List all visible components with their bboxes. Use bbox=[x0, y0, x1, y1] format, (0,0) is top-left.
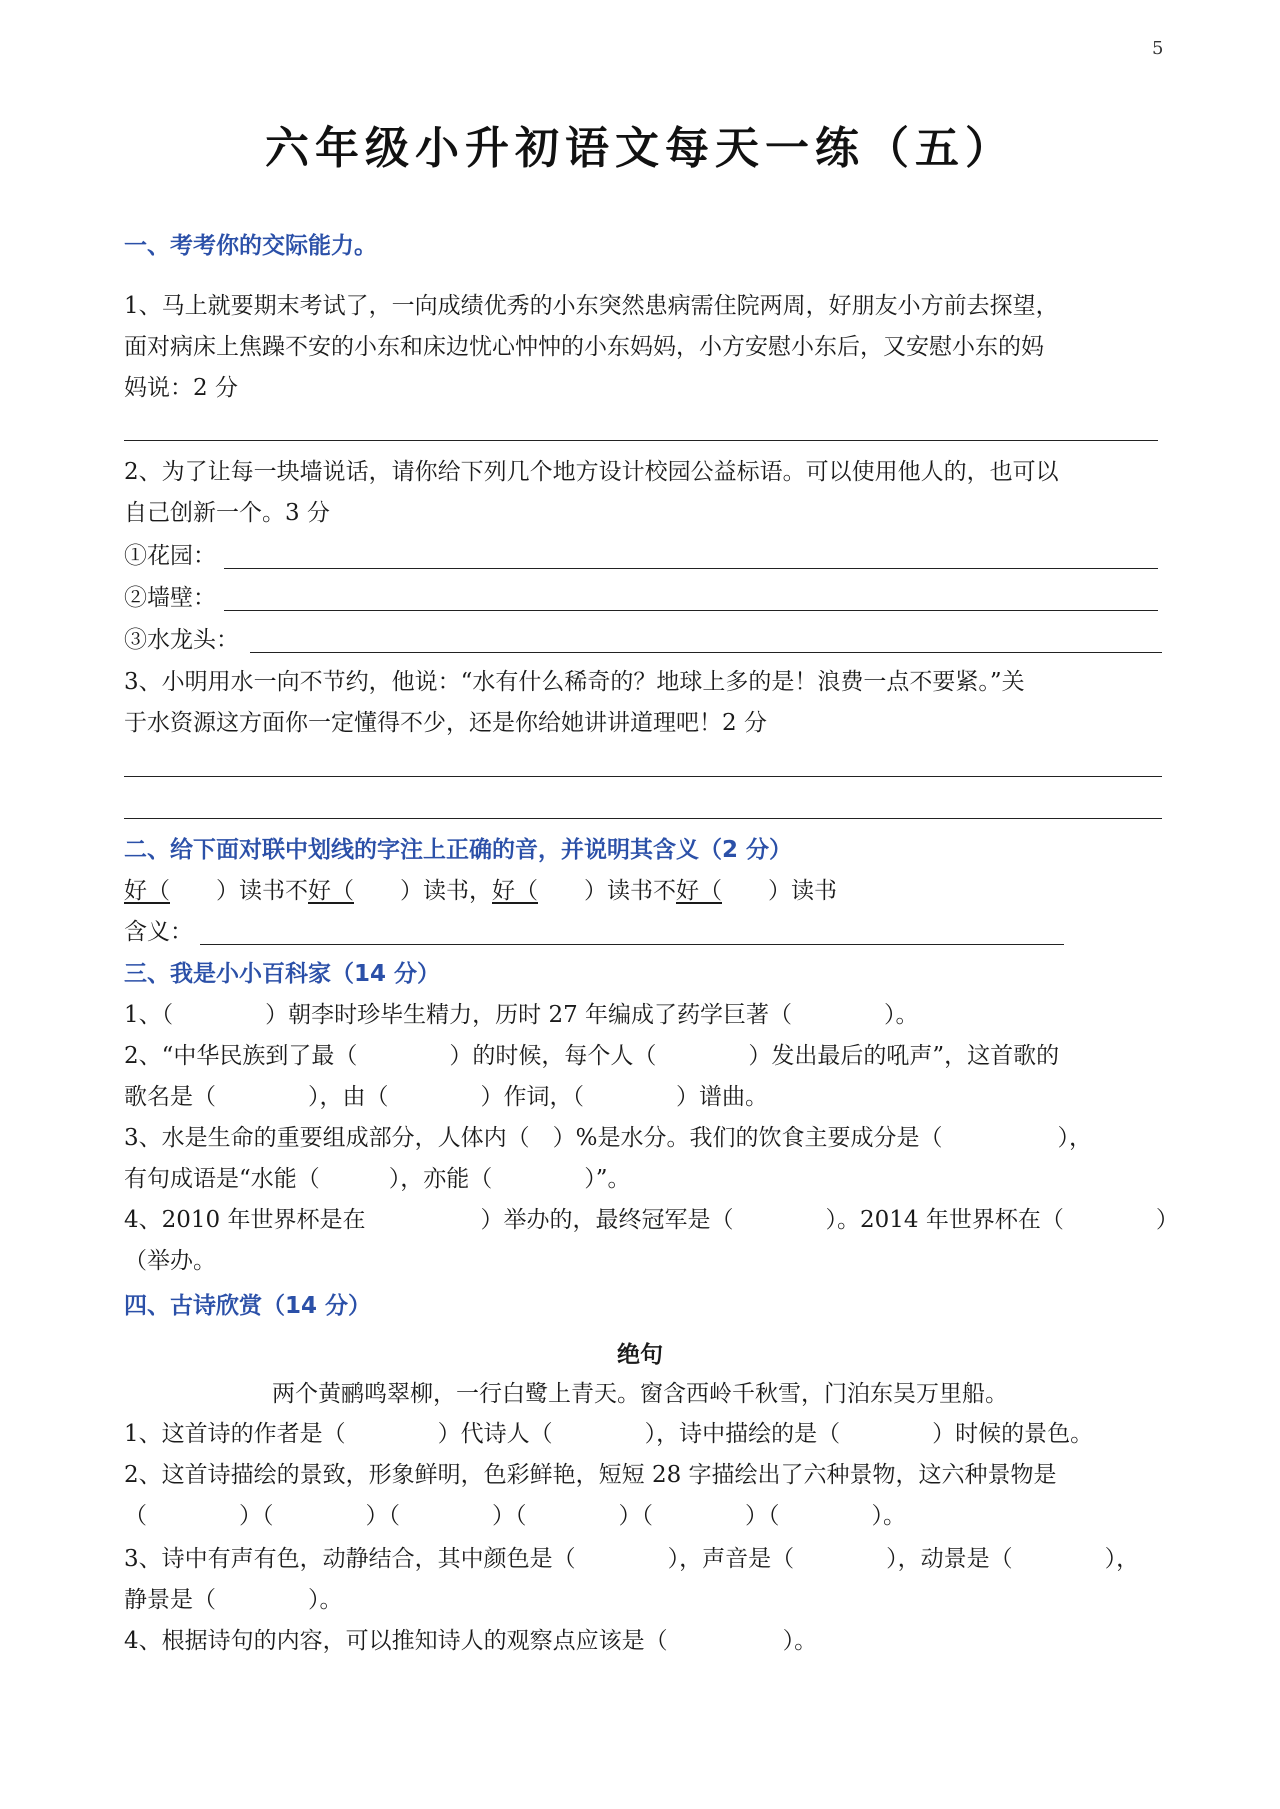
couplet-part: ）读书， bbox=[400, 878, 492, 904]
s3-line: （举办。 bbox=[124, 1248, 216, 1274]
couplet-part: 好（ bbox=[492, 878, 538, 904]
s3-line: 3、水是生命的重要组成部分，人体内（ ）%是水分。我们的饮食主要成分是（ ）， bbox=[124, 1125, 1092, 1151]
s3-line: 歌名是（ ），由（ ）作词，（ ）谱曲。 bbox=[124, 1084, 768, 1110]
s1-q1-line-2: 面对病床上焦躁不安的小东和床边忧心忡忡的小东妈妈，小方安慰小东后，又安慰小东的妈 bbox=[124, 334, 1044, 360]
s4-line: 3、诗中有声有色，动静结合，其中颜色是（ ），声音是（ ），动景是（ ）， bbox=[124, 1546, 1140, 1572]
s1-q3-line-1: 3、小明用水一向不节约，他说：“水有什么稀奇的？地球上多的是！浪费一点不要紧。”关 bbox=[124, 669, 1025, 695]
couplet-part: ）读书不 bbox=[216, 878, 308, 904]
s4-line: 2、这首诗描绘的景致，形象鲜明，色彩鲜艳，短短 28 字描绘出了六种景物，这六种景物是 bbox=[124, 1462, 1057, 1488]
s3-line: 1、（ ）朝李时珍毕生精力，历时 27 年编成了药学巨著（ ）。 bbox=[124, 1002, 919, 1028]
s1-q3-line-2: 于水资源这方面你一定懂得不少，还是你给她讲讲道理吧！2 分 bbox=[124, 710, 767, 736]
section-2-heading: 二、给下面对联中划线的字注上正确的音，并说明其含义（2 分） bbox=[124, 837, 793, 863]
answer-line bbox=[124, 776, 1162, 777]
section-4-heading: 四、古诗欣赏（14 分） bbox=[124, 1293, 372, 1319]
section-3-heading: 三、我是小小百科家（14 分） bbox=[124, 961, 441, 987]
s3-line: 4、2010 年世界杯是在 ）举办的，最终冠军是（ ）。2014 年世界杯在（ ） bbox=[124, 1207, 1179, 1233]
poem-title: 绝句 bbox=[617, 1341, 663, 1368]
couplet-part: 好（ bbox=[308, 878, 354, 904]
s1-q1-line-1: 1、马上就要期末考试了，一向成绩优秀的小东突然患病需住院两周，好朋友小方前去探望， bbox=[124, 293, 1059, 319]
answer-line bbox=[250, 652, 1162, 653]
s3-line: 2、“中华民族到了最（ ）的时候，每个人（ ）发出最后的吼声”，这首歌的 bbox=[124, 1043, 1060, 1069]
s1-q2-line-2: 自己创新一个。3 分 bbox=[124, 500, 330, 526]
poem-text: 两个黄鹂鸣翠柳，一行白鹭上青天。窗含西岭千秋雪，门泊东吴万里船。 bbox=[272, 1381, 1008, 1407]
answer-line bbox=[200, 944, 1064, 945]
s1-q2-item-wall: ②墙壁： bbox=[124, 585, 216, 611]
s4-line: 1、这首诗的作者是（ ）代诗人（ ），诗中描绘的是（ ）时候的景色。 bbox=[124, 1421, 1094, 1447]
couplet-part: 好（ bbox=[124, 878, 170, 904]
s3-line: 有句成语是“水能（ ），亦能（ ）”。 bbox=[124, 1166, 631, 1192]
answer-line bbox=[224, 610, 1158, 611]
s4-line: 4、根据诗句的内容，可以推知诗人的观察点应该是（ ）。 bbox=[124, 1628, 818, 1654]
s4-line: 静景是（ ）。 bbox=[124, 1587, 343, 1613]
section-1-heading: 一、考考你的交际能力。 bbox=[124, 233, 377, 259]
s1-q1-line-3: 妈说：2 分 bbox=[124, 375, 238, 401]
s1-q2-line-1: 2、为了让每一块墙说话，请你给下列几个地方设计校园公益标语。可以使用他人的，也可以 bbox=[124, 459, 1059, 485]
s1-q2-item-tap: ③水龙头： bbox=[124, 627, 239, 653]
couplet-part: ）读书不 bbox=[584, 878, 676, 904]
answer-line bbox=[124, 818, 1162, 819]
s4-line: （ ）（ ）（ ）（ ）（ ）（ ）。 bbox=[124, 1503, 906, 1529]
couplet-part: 好（ bbox=[676, 878, 722, 904]
couplet-part: ）读书 bbox=[768, 878, 837, 904]
couplet bbox=[124, 877, 837, 905]
page-number: 5 bbox=[1152, 38, 1164, 59]
page-title: 六年级小升初语文每天一练（五） bbox=[265, 123, 1015, 174]
answer-line bbox=[224, 568, 1158, 569]
answer-line bbox=[124, 440, 1158, 441]
s1-q2-item-garden: ①花园： bbox=[124, 543, 216, 569]
meaning-label: 含义： bbox=[124, 919, 193, 945]
